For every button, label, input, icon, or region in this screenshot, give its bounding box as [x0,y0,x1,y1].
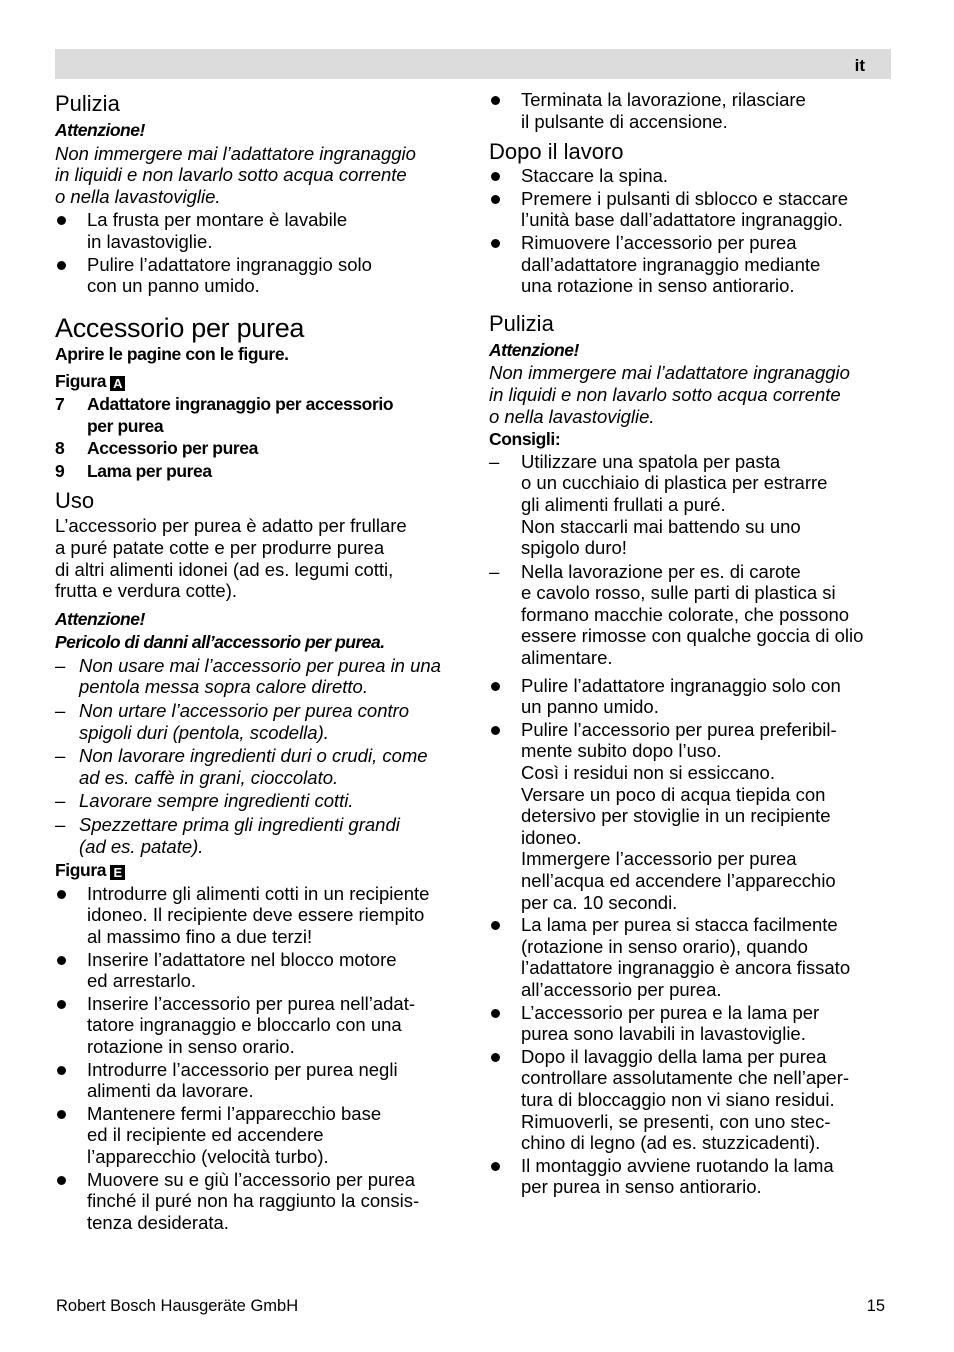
uso-heading: Uso [55,488,95,514]
list-item: Pulire l’adattatore ingranaggio solo con un panno umido. [489,675,891,718]
list-item: La frusta per montare è lavabile in lavastoviglie. [55,209,460,252]
figure-label: Figura [55,860,107,881]
figure-e-icon: E [110,865,125,880]
attenzione-label: Attenzione! [55,608,145,629]
footer-company: Robert Bosch Hausgeräte GmbH [56,1297,299,1315]
list-item: Dopo il lavaggio della lama per purea controllare assolutamente che nell’aper- tura di bloccaggio non vi siano residui. Rimuoverli, se presenti, con uno stec- chino di legno (ad es. stuzzicadenti). [489,1046,891,1154]
list-item: Pulire l’accessorio per purea preferibil- mente subito dopo l’uso. Così i residui non si essiccano. [489,719,891,784]
list-item: Inserire l’accessorio per purea nell’adat- tatore ingranaggio e bloccarlo con una rotazione in senso orario. [55,993,460,1058]
pericolo-text: Pericolo di danni all’accessorio per purea. [55,632,385,653]
uso-text: L’accessorio per purea è adatto per frullare a puré patate cotte e per produrre purea di altri alimenti idonei (ad es. legumi cotti, frutta e verdura cotte). [55,515,407,602]
tips-list [489,451,891,669]
language-tag: it [854,56,865,75]
list-item: – Nella lavorazione per es. di carote e cavolo rosso, sulle parti di plastica si formano macchie colorate, che possono essere rimosse con qualche goccia di olio alimentare. [489,561,891,669]
warning-text: Non immergere mai l’adattatore ingranaggio in liquidi e non lavarlo sotto acqua corrente o nella lavastoviglie. [489,362,850,427]
list-item: L’accessorio per purea e la lama per purea sono lavabili in lavastoviglie. [489,1002,891,1045]
list-item: – Spezzettare prima gli ingredienti grandi (ad es. patate). [55,814,460,857]
part-item: 9 Lama per purea [55,460,212,481]
attenzione-label: Attenzione! [489,339,579,360]
list-item: La lama per purea si stacca facilmente (rotazione in senso orario), quando l’adattatore ingranaggio è ancora fissato all’accessorio per purea. [489,914,891,1000]
pulizia-heading: Pulizia [489,310,554,336]
part-item: 8 Accessorio per purea [55,438,258,459]
cleaning-list [489,675,891,1198]
finish-list [489,89,891,132]
page-number: 15 [866,1297,885,1315]
list-item: – Non usare mai l’accessorio per purea in una pentola messa sopra calore diretto. [55,655,460,698]
list-item: – Non lavorare ingredienti duri o crudi, come ad es. caffè in grani, cioccolato. [55,745,460,788]
list-item: Il montaggio avviene ruotando la lama per purea in senso antiorario. [489,1155,891,1198]
attenzione-label: Attenzione! [55,120,145,140]
list-item: – Non urtare l’accessorio per purea contro spigoli duri (pentola, scodella). [55,700,460,743]
after-use-list [489,165,891,297]
left-column [55,88,460,1234]
parts-list [55,394,460,482]
list-item: Pulire l’adattatore ingranaggio solo con un panno umido. [55,254,460,297]
list-item: – Lavorare sempre ingredienti cotti. [55,790,460,812]
consigli-label: Consigli: [489,429,561,450]
pulizia-heading: Pulizia [55,91,120,116]
list-item: Staccare la spina. [489,165,891,187]
aprire-note: Aprire le pagine con le figure. [55,343,289,364]
list-item: Inserire l’adattatore nel blocco motore ed arrestarlo. [55,949,460,992]
list-item: Terminata la lavorazione, rilasciare il pulsante di accensione. [489,89,891,132]
dopo-heading: Dopo il lavoro [489,139,624,165]
list-item: Versare un poco di acqua tiepida con detersivo per stoviglie in un recipiente idoneo. Immergere l’accessorio per purea nell’acqua ed accendere l’apparecchio per ca. 10 secondi. [521,783,836,913]
list-item: Mantenere fermi l’apparecchio base ed il recipiente ed accendere l’apparecchio (velocità turbo). [55,1103,460,1168]
right-column [489,88,891,1199]
caution-list [55,655,460,857]
warning-text: Non immergere mai l’adattatore ingranaggio in liquidi e non lavarlo sotto acqua corrente o nella lavastoviglie. [55,142,416,207]
list-item: Premere i pulsanti di sblocco e staccare l’unità base dall’adattatore ingranaggio. [489,188,891,231]
usage-steps-list [55,883,460,1234]
list-item: Introdurre l’accessorio per purea negli alimenti da lavorare. [55,1059,460,1102]
cleaning-list [55,209,460,296]
section-title: Accessorio per purea [55,312,305,343]
list-item: Muovere su e giù l’accessorio per purea finché il puré non ha raggiunto la consis- tenza desiderata. [55,1169,460,1234]
part-item: 7 Adattatore ingranaggio per accessorio per purea [55,393,394,436]
figure-label: Figura [55,371,107,392]
figure-a-icon: A [110,376,125,391]
list-item: Rimuovere l’accessorio per purea dall’adattatore ingranaggio mediante una rotazione in senso antiorario. [489,232,891,297]
list-item: Introdurre gli alimenti cotti in un recipiente idoneo. Il recipiente deve essere riempito al massimo fino a due terzi! [55,883,460,948]
list-item: – Utilizzare una spatola per pasta o un cucchiaio di plastica per estrarre gli alimenti frullati a puré. Non staccarli mai battendo su uno spigolo duro! [489,451,891,559]
figure-ref-a [55,371,460,393]
header-bar [55,49,891,79]
figure-ref-e [55,860,460,882]
